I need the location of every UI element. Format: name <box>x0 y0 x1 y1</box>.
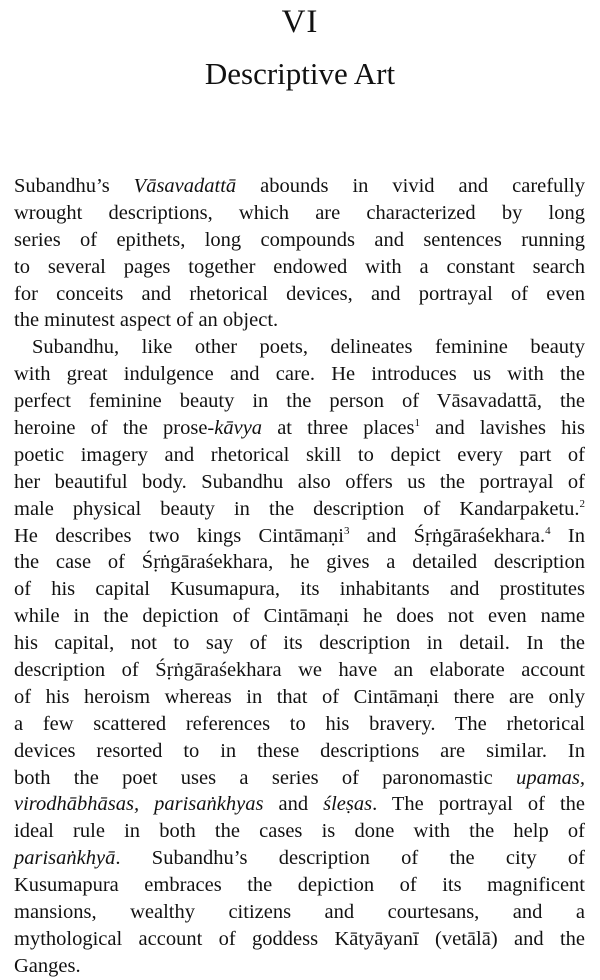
text-run: of his heroism whereas in that of Cintāmaṇi there are only <box>14 685 585 708</box>
text-run: poetic imagery and rhetorical skill to depict every part of <box>14 443 585 466</box>
body-text <box>14 173 585 980</box>
text-line <box>14 361 585 388</box>
text-line <box>14 549 585 576</box>
footnote-marker: 1 <box>414 417 420 430</box>
text-run: the case of Śṛṅgāraśekhara, he gives a detailed description <box>14 551 585 574</box>
text-run: and <box>263 793 324 816</box>
text-run: mythological account of goddess Kātyāyanī (vetālā) and the <box>14 927 585 950</box>
text-line <box>14 684 585 711</box>
text-line <box>14 469 585 496</box>
text-line <box>14 845 585 872</box>
text-run: her beautiful body. Subandhu also offers us the portrayal of <box>14 470 585 493</box>
text-line <box>14 926 585 953</box>
text-line <box>14 442 585 469</box>
text-line <box>14 334 585 361</box>
text-run: mansions, wealthy citizens and courtesans, and a <box>14 901 585 924</box>
italic-term: Vāsavadattā <box>133 175 237 197</box>
text-run: to several pages together endowed with a constant search <box>14 255 585 278</box>
text-line <box>14 738 585 765</box>
text-run: Subandhu’s <box>14 175 134 197</box>
text-line <box>14 899 585 926</box>
footnote-marker: 3 <box>343 524 350 537</box>
italic-term: śleṣas <box>323 793 373 816</box>
text-run: male physical beauty in the description of Kandarpaketu. <box>14 497 580 520</box>
text-run: his capital, not to say of its description in detail. In the <box>14 632 585 655</box>
paragraph <box>14 334 585 979</box>
text-line <box>14 523 585 550</box>
text-line <box>14 415 585 442</box>
text-run: the minutest aspect of an object. <box>14 309 279 332</box>
chapter-title: Descriptive Art <box>204 56 396 91</box>
text-run: and lavishes his <box>419 417 585 440</box>
paragraph <box>14 173 585 334</box>
text-line <box>14 576 585 603</box>
text-line <box>14 711 585 738</box>
text-run: wrought descriptions, which are characterized by long <box>14 201 585 224</box>
text-run: Kusumapura embraces the depiction of its magnificent <box>14 874 585 897</box>
text-line <box>14 657 585 684</box>
text-run: description of Śṛṅgāraśekhara we have an elaborate account <box>14 659 585 682</box>
text-run: heroine of the prose- <box>14 417 215 440</box>
text-run: . Subandhu’s description of the city of <box>115 847 585 870</box>
italic-term: virodhābhāsas, parisaṅkhyas <box>14 793 264 816</box>
text-run: abounds in vivid and carefully <box>236 175 585 197</box>
text-line <box>14 872 585 899</box>
italic-term: kāvya <box>214 417 263 440</box>
italic-term: upamas, <box>516 766 585 789</box>
italic-term: parisaṅkhyā <box>14 847 116 870</box>
text-run: with great indulgence and care. He introduces us with the <box>14 363 585 386</box>
text-run: devices resorted to in these descriptions are similar. In <box>14 739 585 762</box>
text-line <box>14 765 585 792</box>
text-line <box>14 630 585 657</box>
text-line <box>14 603 585 630</box>
text-run: at three places <box>262 417 415 440</box>
text-line <box>14 200 585 227</box>
text-run: while in the depiction of Cintāmaṇi he does not even name <box>14 605 585 628</box>
text-run: both the poet uses a series of paronomastic <box>14 766 517 789</box>
text-line <box>14 254 585 281</box>
footnote-marker: 4 <box>545 524 551 537</box>
chapter-number: VI <box>281 4 319 40</box>
text-line <box>14 388 585 415</box>
text-line <box>14 953 585 980</box>
text-run: of his capital Kusumapura, its inhabitants and prostitutes <box>14 578 585 601</box>
text-line <box>14 496 585 523</box>
text-line <box>14 281 585 308</box>
text-run: ideal rule in both the cases is done with the help of <box>14 820 585 843</box>
text-run: Subandhu, like other poets, delineates feminine beauty <box>32 336 585 359</box>
text-run: In <box>550 524 585 547</box>
text-line <box>14 818 585 845</box>
text-run: Ganges. <box>14 954 81 977</box>
text-run: series of epithets, long compounds and sentences running <box>14 228 585 251</box>
text-run: perfect feminine beauty in the person of Vāsavadattā, the <box>14 390 585 413</box>
text-run: for conceits and rhetorical devices, and portrayal of even <box>14 282 585 305</box>
text-line <box>14 173 585 200</box>
text-run: . The portrayal of the <box>372 793 585 816</box>
text-run: He describes two kings Cintāmaṇi <box>14 524 344 547</box>
text-run: a few scattered references to his bravery. The rhetorical <box>14 712 585 735</box>
text-run: and Śṛṅgāraśekhara. <box>349 524 546 547</box>
text-line <box>14 227 585 254</box>
text-line <box>14 791 585 818</box>
footnote-marker: 2 <box>579 497 585 510</box>
text-line <box>14 307 585 334</box>
